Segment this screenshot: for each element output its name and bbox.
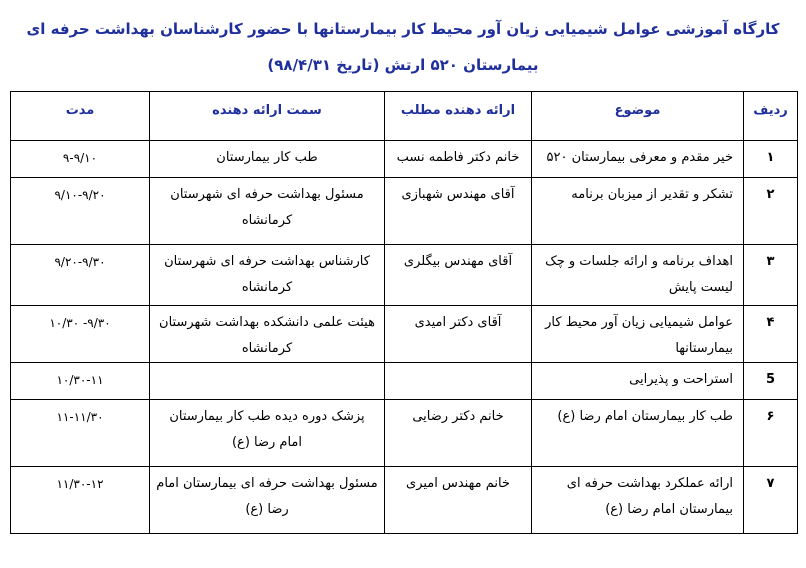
row-number: ۱ [744,141,798,178]
duration-cell: ۱۰/۳۰-۱۱ [11,363,150,400]
schedule-table [10,91,798,534]
presenter-cell: خانم دکتر فاطمه نسب [385,141,532,178]
duration-cell: ۹-۹/۱۰ [11,141,150,178]
duration-cell: ۹/۱۰-۹/۲۰ [11,178,150,245]
position-cell [150,363,385,400]
duration-cell: ۱۱-۱۱/۳۰ [11,400,150,467]
position-cell: هیئت علمی دانشکده بهداشت شهرستان کرمانشاه [150,306,385,363]
position-cell: مسئول بهداشت حرفه ای بیمارستان امام رضا (ع) [150,467,385,534]
position-cell: پزشک دوره دیده طب کار بیمارستان امام رضا (ع) [150,400,385,467]
row-number: 5 [744,363,798,400]
topic-cell: ارائه عملکرد بهداشت حرفه ای بیمارستان امام رضا (ع) [532,467,744,534]
table-row [11,467,798,534]
topic-cell: تشکر و تقدیر از میزبان برنامه [532,178,744,245]
table-row [11,245,798,306]
presenter-cell: آقای دکتر امیدی [385,306,532,363]
presenter-cell: خانم مهندس امیری [385,467,532,534]
table-row [11,178,798,245]
topic-cell: اهداف برنامه و ارائه جلسات و چک لیست پایش [532,245,744,306]
topic-cell: طب کار بیمارستان امام رضا (ع) [532,400,744,467]
presenter-cell: آقای مهندس بیگلری [385,245,532,306]
position-cell: مسئول بهداشت حرفه ای شهرستان کرمانشاه [150,178,385,245]
row-number: ۷ [744,467,798,534]
presenter-cell [385,363,532,400]
table-row [11,141,798,178]
position-cell: طب کار بیمارستان [150,141,385,178]
duration-cell: ۹/۲۰-۹/۳۰ [11,245,150,306]
duration-cell: ۱۱/۳۰-۱۲ [11,467,150,534]
topic-cell: عوامل شیمیایی زیان آور محیط کار بیمارستانها [532,306,744,363]
col-header-topic: موضوع [532,92,744,141]
col-header-duration: مدت [11,92,150,141]
workshop-subtitle: بیمارستان ۵۲۰ ارتش (تاریخ ۹۸/۴/۳۱) [267,56,539,74]
table-row [11,400,798,467]
col-header-position: سمت ارائه دهنده [150,92,385,141]
row-number: ۴ [744,306,798,363]
presenter-cell: خانم دکتر رضایی [385,400,532,467]
col-header-row-number: ردیف [744,92,798,141]
row-number: ۳ [744,245,798,306]
workshop-title: کارگاه آموزشی عوامل شیمیایی زیان آور محیط کار بیمارستانها با حضور کارشناسان بهداشت حرفه ای [26,20,780,38]
col-header-presenter: ارائه دهنده مطلب [385,92,532,141]
duration-cell: ۹/۳۰- ۱۰/۳۰ [11,306,150,363]
presenter-cell: آقای مهندس شهبازی [385,178,532,245]
position-cell: کارشناس بهداشت حرفه ای شهرستان کرمانشاه [150,245,385,306]
row-number: ۶ [744,400,798,467]
table-row [11,306,798,363]
row-number: ۲ [744,178,798,245]
topic-cell: خیر مقدم و معرفی بیمارستان ۵۲۰ [532,141,744,178]
header-row [11,92,798,141]
topic-cell: استراحت و پذیرایی [532,363,744,400]
table-row [11,363,798,400]
